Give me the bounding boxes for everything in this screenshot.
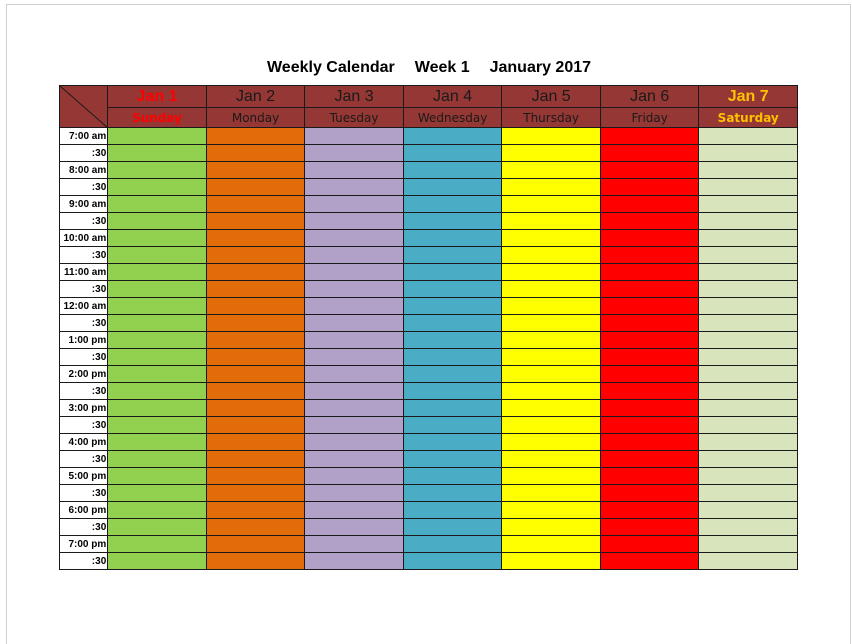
slot-cell-wednesday[interactable] [403,536,502,553]
slot-cell-monday[interactable] [206,196,305,213]
slot-cell-thursday[interactable] [502,434,601,451]
time-slots [60,128,798,570]
slot-cell-sunday[interactable] [108,485,207,502]
slot-cell-thursday[interactable] [502,485,601,502]
slot-cell-sunday[interactable] [108,468,207,485]
time-label: :30 [60,553,108,570]
time-label: 10:00 am [60,230,108,247]
date-header-tuesday[interactable]: Jan 3 [305,86,404,108]
time-label: :30 [60,349,108,366]
slot-cell-thursday[interactable] [502,366,601,383]
slot-cell-sunday[interactable] [108,213,207,230]
slot-cell-thursday[interactable] [502,417,601,434]
time-slot-row [60,553,798,570]
slot-cell-monday[interactable] [206,145,305,162]
slot-cell-sunday[interactable] [108,553,207,570]
slot-cell-saturday[interactable] [699,383,798,400]
slot-cell-thursday[interactable] [502,196,601,213]
slot-cell-saturday[interactable] [699,247,798,264]
slot-cell-friday[interactable] [600,213,699,230]
slot-cell-friday[interactable] [600,383,699,400]
time-label: 8:00 am [60,162,108,179]
slot-cell-sunday[interactable] [108,434,207,451]
time-slot-row [60,281,798,298]
slot-cell-tuesday[interactable] [305,315,404,332]
slot-cell-monday[interactable] [206,281,305,298]
slot-cell-monday[interactable] [206,451,305,468]
slot-cell-wednesday[interactable] [403,264,502,281]
slot-cell-monday[interactable] [206,383,305,400]
slot-cell-tuesday[interactable] [305,468,404,485]
slot-cell-thursday[interactable] [502,247,601,264]
slot-cell-monday[interactable] [206,400,305,417]
slot-cell-sunday[interactable] [108,247,207,264]
slot-cell-wednesday[interactable] [403,417,502,434]
time-label: 3:00 pm [60,400,108,417]
time-slot-row [60,145,798,162]
slot-cell-tuesday[interactable] [305,349,404,366]
slot-cell-saturday[interactable] [699,264,798,281]
time-label: 6:00 pm [60,502,108,519]
slot-cell-thursday[interactable] [502,332,601,349]
slot-cell-saturday[interactable] [699,553,798,570]
slot-cell-friday[interactable] [600,298,699,315]
slot-cell-tuesday[interactable] [305,451,404,468]
slot-cell-friday[interactable] [600,315,699,332]
time-slot-row [60,213,798,230]
slot-cell-thursday[interactable] [502,553,601,570]
slot-cell-thursday[interactable] [502,162,601,179]
slot-cell-tuesday[interactable] [305,366,404,383]
slot-cell-thursday[interactable] [502,315,601,332]
time-label: 9:00 am [60,196,108,213]
time-label: :30 [60,145,108,162]
slot-cell-tuesday[interactable] [305,213,404,230]
slot-cell-tuesday[interactable] [305,434,404,451]
slot-cell-thursday[interactable] [502,468,601,485]
slot-cell-tuesday[interactable] [305,519,404,536]
slot-cell-saturday[interactable] [699,179,798,196]
calendar-name: Weekly Calendar [266,59,395,76]
slot-cell-sunday[interactable] [108,196,207,213]
slot-cell-sunday[interactable] [108,281,207,298]
time-slot-row [60,434,798,451]
slot-cell-sunday[interactable] [108,145,207,162]
slot-cell-sunday[interactable] [108,162,207,179]
slot-cell-tuesday[interactable] [305,332,404,349]
slot-cell-wednesday[interactable] [403,400,502,417]
slot-cell-sunday[interactable] [108,400,207,417]
date-header-thursday[interactable]: Jan 5 [502,86,601,108]
time-label: :30 [60,485,108,502]
date-header-monday[interactable]: Jan 2 [206,86,305,108]
slot-cell-wednesday[interactable] [403,502,502,519]
slot-cell-wednesday[interactable] [403,434,502,451]
time-slot-row [60,298,798,315]
slot-cell-wednesday[interactable] [403,281,502,298]
slot-cell-tuesday[interactable] [305,298,404,315]
slot-cell-saturday[interactable] [699,502,798,519]
time-slot-row [60,349,798,366]
slot-cell-thursday[interactable] [502,128,601,145]
time-label: :30 [60,281,108,298]
slot-cell-tuesday[interactable] [305,536,404,553]
slot-cell-wednesday[interactable] [403,162,502,179]
date-header-sunday[interactable]: Jan 1 [108,86,207,108]
date-header-wednesday[interactable]: Jan 4 [403,86,502,108]
slot-cell-sunday[interactable] [108,451,207,468]
slot-cell-friday[interactable] [600,468,699,485]
slot-cell-tuesday[interactable] [305,230,404,247]
time-label: :30 [60,179,108,196]
slot-cell-sunday[interactable] [108,349,207,366]
weekday-header-saturday[interactable]: Saturday [699,108,798,128]
time-label: 4:00 pm [60,434,108,451]
slot-cell-friday[interactable] [600,366,699,383]
time-slot-row [60,451,798,468]
time-label: :30 [60,383,108,400]
slot-cell-monday[interactable] [206,179,305,196]
slot-cell-monday[interactable] [206,366,305,383]
slot-cell-friday[interactable] [600,451,699,468]
slot-cell-saturday[interactable] [699,468,798,485]
time-label: 7:00 pm [60,536,108,553]
time-slot-row [60,230,798,247]
slot-cell-thursday[interactable] [502,145,601,162]
slot-cell-monday[interactable] [206,553,305,570]
slot-cell-wednesday[interactable] [403,213,502,230]
slot-cell-saturday[interactable] [699,230,798,247]
time-label: 11:00 am [60,264,108,281]
slot-cell-tuesday[interactable] [305,281,404,298]
slot-cell-monday[interactable] [206,128,305,145]
slot-cell-monday[interactable] [206,485,305,502]
time-slot-row [60,485,798,502]
slot-cell-friday[interactable] [600,536,699,553]
slot-cell-tuesday[interactable] [305,485,404,502]
slot-cell-thursday[interactable] [502,213,601,230]
slot-cell-sunday[interactable] [108,332,207,349]
slot-cell-thursday[interactable] [502,264,601,281]
slot-cell-sunday[interactable] [108,179,207,196]
slot-cell-thursday[interactable] [502,230,601,247]
slot-cell-sunday[interactable] [108,519,207,536]
slot-cell-thursday[interactable] [502,519,601,536]
slot-cell-sunday[interactable] [108,417,207,434]
slot-cell-monday[interactable] [206,434,305,451]
time-label: :30 [60,417,108,434]
slot-cell-friday[interactable] [600,247,699,264]
slot-cell-saturday[interactable] [699,434,798,451]
slot-cell-friday[interactable] [600,128,699,145]
slot-cell-thursday[interactable] [502,536,601,553]
slot-cell-friday[interactable] [600,434,699,451]
time-label: 5:00 pm [60,468,108,485]
slot-cell-sunday[interactable] [108,230,207,247]
time-label: :30 [60,315,108,332]
slot-cell-monday[interactable] [206,298,305,315]
time-slot-row [60,196,798,213]
slot-cell-sunday[interactable] [108,536,207,553]
slot-cell-monday[interactable] [206,519,305,536]
slot-cell-tuesday[interactable] [305,264,404,281]
slot-cell-friday[interactable] [600,162,699,179]
time-slot-row [60,332,798,349]
slot-cell-tuesday[interactable] [305,162,404,179]
weekday-header-monday[interactable]: Monday [206,108,305,128]
slot-cell-monday[interactable] [206,315,305,332]
slot-cell-saturday[interactable] [699,519,798,536]
slot-cell-thursday[interactable] [502,383,601,400]
slot-cell-monday[interactable] [206,349,305,366]
slot-cell-friday[interactable] [600,400,699,417]
calendar-week: Week 1 [414,59,470,76]
slot-cell-wednesday[interactable] [403,145,502,162]
weekly-calendar-grid [59,85,798,570]
slot-cell-saturday[interactable] [699,213,798,230]
corner-cell [60,86,108,128]
time-slot-row [60,247,798,264]
slot-cell-saturday[interactable] [699,349,798,366]
time-label: :30 [60,213,108,230]
slot-cell-friday[interactable] [600,145,699,162]
slot-cell-wednesday[interactable] [403,315,502,332]
slot-cell-monday[interactable] [206,536,305,553]
slot-cell-tuesday[interactable] [305,417,404,434]
slot-cell-wednesday[interactable] [403,451,502,468]
slot-cell-saturday[interactable] [699,485,798,502]
slot-cell-monday[interactable] [206,468,305,485]
slot-cell-saturday[interactable] [699,281,798,298]
slot-cell-saturday[interactable] [699,162,798,179]
slot-cell-sunday[interactable] [108,264,207,281]
slot-cell-sunday[interactable] [108,128,207,145]
slot-cell-saturday[interactable] [699,417,798,434]
time-slot-row [60,179,798,196]
slot-cell-tuesday[interactable] [305,179,404,196]
time-slot-row [60,264,798,281]
calendar-title [60,57,798,79]
slot-cell-wednesday[interactable] [403,553,502,570]
slot-cell-friday[interactable] [600,485,699,502]
slot-cell-wednesday[interactable] [403,383,502,400]
slot-cell-saturday[interactable] [699,128,798,145]
slot-cell-monday[interactable] [206,502,305,519]
slot-cell-wednesday[interactable] [403,485,502,502]
date-header-friday[interactable]: Jan 6 [600,86,699,108]
slot-cell-friday[interactable] [600,349,699,366]
slot-cell-wednesday[interactable] [403,247,502,264]
slot-cell-wednesday[interactable] [403,519,502,536]
slot-cell-wednesday[interactable] [403,196,502,213]
time-slot-row [60,417,798,434]
slot-cell-thursday[interactable] [502,349,601,366]
time-label: :30 [60,519,108,536]
slot-cell-wednesday[interactable] [403,468,502,485]
slot-cell-friday[interactable] [600,332,699,349]
slot-cell-saturday[interactable] [699,366,798,383]
slot-cell-tuesday[interactable] [305,383,404,400]
time-slot-row [60,383,798,400]
weekday-header-sunday[interactable]: Sunday [108,108,207,128]
time-label: 12:00 am [60,298,108,315]
slot-cell-thursday[interactable] [502,179,601,196]
slot-cell-tuesday[interactable] [305,128,404,145]
time-label: 1:00 pm [60,332,108,349]
slot-cell-monday[interactable] [206,247,305,264]
slot-cell-sunday[interactable] [108,502,207,519]
time-slot-row [60,400,798,417]
slot-cell-friday[interactable] [600,417,699,434]
weekday-header-wednesday[interactable]: Wednesday [403,108,502,128]
slot-cell-tuesday[interactable] [305,196,404,213]
slot-cell-wednesday[interactable] [403,298,502,315]
slot-cell-friday[interactable] [600,196,699,213]
time-label: 2:00 pm [60,366,108,383]
slot-cell-monday[interactable] [206,213,305,230]
slot-cell-friday[interactable] [600,502,699,519]
date-header-row [60,86,798,108]
time-slot-row [60,502,798,519]
calendar-month: January 2017 [489,59,592,76]
time-slot-row [60,519,798,536]
slot-cell-saturday[interactable] [699,196,798,213]
time-label: 7:00 am [60,128,108,145]
slot-cell-saturday[interactable] [699,536,798,553]
date-header-saturday[interactable]: Jan 7 [699,86,798,108]
slot-cell-wednesday[interactable] [403,179,502,196]
slot-cell-tuesday[interactable] [305,502,404,519]
slot-cell-tuesday[interactable] [305,400,404,417]
time-slot-row [60,315,798,332]
slot-cell-friday[interactable] [600,230,699,247]
time-slot-row [60,468,798,485]
slot-cell-monday[interactable] [206,417,305,434]
slot-cell-monday[interactable] [206,332,305,349]
weekday-header-tuesday[interactable]: Tuesday [305,108,404,128]
weekday-header-friday[interactable]: Friday [600,108,699,128]
slot-cell-saturday[interactable] [699,315,798,332]
slot-cell-thursday[interactable] [502,502,601,519]
slot-cell-monday[interactable] [206,162,305,179]
slot-cell-wednesday[interactable] [403,366,502,383]
weekday-header-thursday[interactable]: Thursday [502,108,601,128]
slot-cell-thursday[interactable] [502,281,601,298]
slot-cell-tuesday[interactable] [305,247,404,264]
weekday-header-row [60,108,798,128]
time-slot-row [60,162,798,179]
slot-cell-thursday[interactable] [502,298,601,315]
slot-cell-wednesday[interactable] [403,230,502,247]
slot-cell-saturday[interactable] [699,451,798,468]
slot-cell-thursday[interactable] [502,400,601,417]
time-slot-row [60,366,798,383]
slot-cell-sunday[interactable] [108,366,207,383]
slot-cell-saturday[interactable] [699,400,798,417]
slot-cell-friday[interactable] [600,553,699,570]
slot-cell-wednesday[interactable] [403,128,502,145]
slot-cell-sunday[interactable] [108,315,207,332]
diagonal-divider [60,86,108,128]
time-label: :30 [60,451,108,468]
slot-cell-saturday[interactable] [699,332,798,349]
slot-cell-saturday[interactable] [699,298,798,315]
time-slot-row [60,128,798,145]
slot-cell-tuesday[interactable] [305,553,404,570]
slot-cell-thursday[interactable] [502,451,601,468]
slot-cell-monday[interactable] [206,230,305,247]
slot-cell-friday[interactable] [600,179,699,196]
slot-cell-sunday[interactable] [108,298,207,315]
slot-cell-wednesday[interactable] [403,349,502,366]
time-slot-row [60,536,798,553]
slot-cell-wednesday[interactable] [403,332,502,349]
slot-cell-saturday[interactable] [699,145,798,162]
slot-cell-friday[interactable] [600,281,699,298]
time-label: :30 [60,247,108,264]
slot-cell-friday[interactable] [600,264,699,281]
slot-cell-sunday[interactable] [108,383,207,400]
slot-cell-tuesday[interactable] [305,145,404,162]
slot-cell-friday[interactable] [600,519,699,536]
slot-cell-monday[interactable] [206,264,305,281]
